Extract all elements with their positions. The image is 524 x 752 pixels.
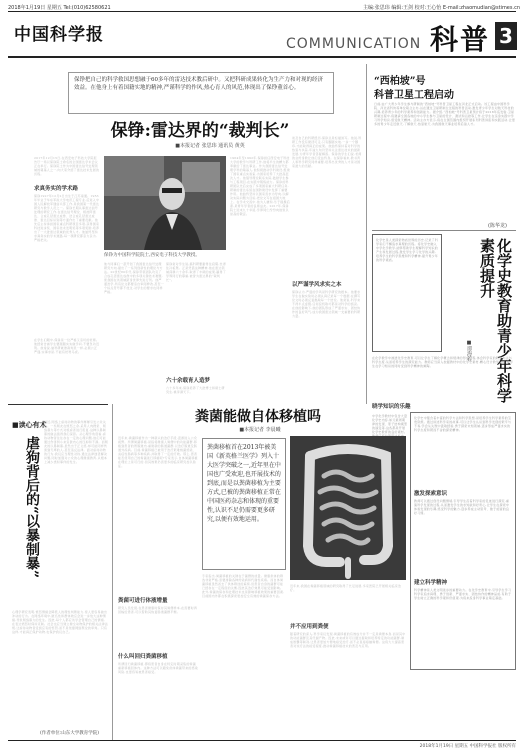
lead-quote-box	[68, 72, 334, 114]
sidebar-text: 粪菌移植首在2013年被美国《新英格兰医学》列入十大医学突破之一,近年里在中国也广受欢迎,也开展技术的到底,而是以粪菌移植为主要方式,已被的粪菌移植正常在中国医药杂志和体现的重要性,认识不足仍需要更多研究,以便有效地运用。	[207, 444, 281, 523]
second-article-byline: ■本报记者 李晨曦	[239, 427, 281, 433]
editors-line: 主编:张思玮 编辑:王剑 校对:王心怡 E-mail:zhaomudian@stimes.cn	[363, 5, 520, 11]
right-box-text: 教师可以通过创设问题情境,引导学生沿着科学家的足迹进行探究,重演科学发现的过程,从而激发学生的求知欲和好奇心,让学生在探索中体验发现的乐趣,感受科学的魅力,逐步养成主动思考、敢于质疑的良好习惯。	[414, 499, 510, 515]
news-title-line2: 科普卫星工程启动	[374, 90, 454, 101]
main-article-byline: ■本报记者 张思玮 通讯员 黄英	[175, 143, 245, 149]
news-byline: (陈华龙)	[488, 223, 507, 229]
right-subhead-1: 晓学知识的乐趣	[372, 404, 411, 410]
second-subhead-3: 并不应用到粪便	[290, 624, 329, 630]
body-text: 保铮认为,严谨的学风是科学研究的根本。他要求学生在做实验时必须认真记录每一个数据,在撰写论文时必须反复推敲每一个结论。他常说,科学来不得半点虚假,任何投机取巧都是对科学的亵渎。在他的影响下,他的团队形成了严谨求实、团结协作的良好风气,成为我国雷达领域一支重要的科研力量。	[292, 290, 361, 318]
box-subhead-2: 建立科学精神	[414, 580, 448, 586]
left-column-title: 虐狗背后的“以暴制暴”	[24, 436, 40, 579]
subhead-1: 求真务实的学术路	[34, 186, 79, 192]
main-article-title: 保铮:雷达界的“裁判长”	[110, 121, 290, 141]
section-title: 科普	[430, 23, 491, 56]
second-subhead-2: 什么叫回归粪菌移植	[118, 654, 168, 660]
left-body: 心理学研究表明,愤怒情绪会降低人的理性判断能力,使人更容易做出冲动的行为。在网络环境中,匿名性和群体效应会进一步放大这种情绪,导致网络暴力的发生。因此,每个人都应该学会管理自己的情绪,在表达愤怒时保持克制。社会也应当建立健全动物保护的相关法律法规,让虐待动物者受到应有的惩罚,而不是依靠网络舆论的审判。只有这样,才能真正保护动物,也保护我们自己。	[12, 610, 108, 634]
right-narrow-text: 中学化学教材中包含大量化学史内容,如元素周期律的发现、原子结构模型的演变等,这些都是开展化学史教育的良好素材。	[372, 414, 408, 434]
section-label: ■读心有术	[12, 421, 47, 429]
lead-quote: 保铮把自己的科学救国思想融于60多年的雷达技术教后研中。又把科研成果转化为生产力和对现的经济效益。在他身上有着国籍实地的精神,严谨科学的作风,热心育人的风范,体现出了保铮董首心。	[74, 77, 324, 91]
vertical-byline: ■谭海若	[466, 340, 472, 361]
portrait-figure-icon	[104, 156, 226, 250]
body-text: 保铮1927年12月2日出生于江苏南通。1953年毕业于华东军政大学电讯工程专业,后进入中国人民解放军通信兵部工作,是我国第一代雷达研究与教学人员之一。保铮长期从事雷达信号处理的研究工作,在雷达信号理论、相控阵雷达、合成孔径雷达成像、逆合成孔径雷达成像、雷达目标识别等方面作出了重要贡献。他先后主持承担国家重点科研项目多项,获得国家科技进步奖、国家技术发明奖等多项奖励,培养出了一大批雷达领域的优秀人才。他始终坚持求真务实的学术道路,每一项研究都亲力亲为,严格把关。	[34, 194, 100, 242]
right-body: 在化学教学中渗透化学史教育,可以让学生了解化学概念和规律的形成过程,体会科学家的研究方法与科学态度,从而培养学生的探究能力。教师应当深入挖掘教材中的化学史素材,精心设计教学活动,使学生在学习知识的同时受到科学精神的熏陶。	[372, 356, 514, 368]
right-box	[410, 412, 516, 670]
intestine-illustration	[290, 436, 406, 580]
right-box-text: 科学精神是人类文明进步的重要动力。在化学史教育中,引导学生学习科学家追求真理、勇于创新、严谨求实、团结协作的精神品质,有助于学生树立正确的科学观和价值观,为将来投身科学事业奠定基础。	[414, 588, 512, 600]
body-text: 保铮常对学生说,搞科研要耐得住寂寞,坐得住冷板凳。正是凭借这种精神,他在雷达领域深耕六十余年,取得了丰硕的成果,赢得了学界同行的尊重,被誉为雷达界的“裁判长”。	[166, 262, 226, 282]
body-text: 在学生们眼中,保铮是一位严格又亲切的老师。他经常告诫学生要踏踏实实做学问,不要急功近利。他常说,做科研就像裁判员一样,必须公正严谨,实事求是,不能有丝毫马虎。	[34, 338, 100, 354]
vertical-headline: 化学史教育助青少年科学素质提升	[478, 238, 513, 403]
quote-box	[372, 234, 442, 352]
date-line: 2018年1月19日 星期五 Tel:(010)62580621	[8, 5, 111, 11]
second-body: 专家指出,粪菌移植的关键在于菌群的质量。健康供体的筛选非常严格,需要排除各种传染病和代谢性疾病。而自体粪菌移植虽然省去了供体筛选的麻烦,但患者自身的菌群可能已经存在一定程度的失衡,因此其治疗效果可能受到影响。此外,粪菌的保存和处理技术也是影响移植效果的重要因素,目前国内外都在积极探索更加安全有效的粪菌保存方法。	[202, 574, 285, 598]
subhead-2: 以严谨学风求实之本	[292, 282, 342, 288]
subhead-closing: 六十余载育人造梦	[166, 378, 211, 384]
second-subhead-1: 粪菌可进行体液增量	[118, 598, 168, 604]
photo-caption: 保铮为中国科学院院士,西安电子科技大学教授。	[104, 253, 200, 258]
second-body: 研究人员发现,在患者健康时保存其粪便样本,在需要时再回输给患者,可以帮助其恢复肠道菌群平衡。	[118, 606, 198, 614]
footer-line: 2018年1月19日 星期五 中国科学报社 版权所有	[419, 744, 516, 749]
second-body: 近年来,粪菌移植作为一种新兴的治疗手段,逐渐进入公众视野。所谓粪菌移植,是指将健康人粪便中的功能菌群,移植到患者的胃肠道内,重建新的肠道菌群,以治疗肠道及肠道外疾病。目前,粪菌移植已被用于治疗艰难梭菌感染、炎症性肠病等多种疾病,并取得了一定的疗效。那么,患者能否使用自己的粪菌进行移植呢?专家表示,自体粪菌移植在理论上是可行的,但其效果仍需更多的临床研究加以验证。	[118, 436, 198, 468]
second-body: 所谓回归粪菌移植,即将患者自身在特定时期采集的粪菌重新移植回体内。这种方法可以避免供体粪菌带来的感染风险,也更容易被患者接受。	[118, 662, 198, 674]
portrait-photo	[104, 156, 226, 250]
box-subhead-1: 激发探索意识	[414, 491, 448, 497]
body-text: 谈及自己的科研经历,保铮总是轻描淡写。他说,科研工作没有捷径可走,只有脚踏实地,一步一个脚印,才能取得真正的成果。他始终保持着对科学的热爱与执着,年逾九旬仍坚持关注雷达技术的最新发展,为青年学者答疑解惑。保铮的学生们说,老师的言传身教让他们受益终身。在保铮看来,教书育人和科学研究同样重要,培养出优秀的人才是对国家最大的贡献。	[292, 136, 362, 168]
news-title-line1: “西柏坡”号	[374, 76, 426, 87]
newspaper-logo: 中国科学报	[14, 25, 104, 45]
left-footer-note: (作者单位:山东大学教育学院)	[40, 731, 100, 736]
body-text: 1964年至1992年,保铮担任西安电子科技大学的教学与科研工作,他将毕生的精力都奉献给了雷达事业。作为我国雷达信号处理学科的奠基人,他积极推动学科建设,组建了国家重点实验室,为国家培养了大批高层次人才。他倡导理论联系实际,鼓励学生参与工程项目,在实践中锻炼能力。保铮的科研团队先后完成了多项国家重大科研任务,研制的雷达系统在国防建设中发挥了重要作用。他始终坚持以国家需求为导向,以解决实际问题为目标,把论文写在祖国大地上。在学术交流中,他为人谦和,乐于提携后辈,是青年学者的良师益友。2017年,保铮院士迎来九十华诞,学界同仁纷纷向他致以崇高的敬意。	[230, 156, 290, 216]
right-box-text: 化学史中蕴含着丰富的科学方法和科学思想,是培养学生科学素养的宝贵资源。通过讲述科学家的故事,可以让学生认识到科学发现的艰辛与不易,学会从失败中汲取经验,勇于探索未知领域,逐步形成严谨求实的科学态度和锲而不舍的探索精神。	[414, 416, 512, 432]
quote-box-text: 化学史是人类探索物质世界的历史,记录了科学家们不懈追求真理的历程。将化学史融入中学化学教学,能够帮助学生理解科学知识的产生和发展过程,激发学生学习化学的兴趣,培养学生的科学思维和科学精神,提升青少年的科学素质。	[376, 238, 438, 262]
news-body: 日前,由广大青少年学生参与研制的“西柏坡”号科普卫星工程在河北正式启动。该工程由中国科学院、河北省科协等单位联合主办,旨在通过卫星研制全过程的科普活动,激发青少年学生对航天科技的兴趣,培养青少年的科学素养和创新能力。据介绍,“西柏坡”号科普卫星预计将于2018年底发射,卫星研制过程中,将邀请全国各地的中小学生参与卫星的设计、测试和运控等工作,让学生在亲身实践中学习科学知识,感受航天精神。活动主办方表示,将在全国范围内组织开展系列科普讲座和实践活动,让更多的青少年走近航天,了解航天,热爱航天,为我国航天事业培养后备人才。	[374, 102, 516, 126]
body-text: 他与同事们一起开创了我国雷达信号处理研究方向,提出了一系列创新性的理论与方法。20世纪80年代,保铮带领团队攻克了合成孔径雷达成像中的多项关键技术难题,使我国在该领域跻身世界先进行列。他严谨治学,所有论文都要亲自审阅修改,甚至一个标点符号都不放过,对学生的要求也同样严格。	[104, 262, 164, 294]
body-text: 六十多年来,保铮培养了大批博士和硕士研究生,桃李满天下。	[166, 386, 225, 394]
second-body: 近年来,我国在粪菌移植领域的研究取得了长足进展,多家医院已开展相关临床治疗。	[290, 584, 402, 592]
body-text: 2017年12月15日,在西安电子科技大学院报告厅一场以保铮院士命名的全国雷达学术会议正在举行。保铮院士作为中国雷达信号处理领域的奠基人之一,向大家介绍了雷达技术发展的历程。	[34, 156, 100, 176]
second-body: 随着研究的深入,科学家们发现,粪菌移植的有效成分并不一定是粪便本身,而是其中的功能菌群及其代谢产物。因此,未来或许可以通过提取和培养特定的功能菌群,制成胶囊等制剂,让患者更加方便地接受治疗,而不必直接接触粪便。这将大大提高患者对该疗法的接受程度,推动粪菌移植技术的普及与应用。	[290, 632, 406, 648]
page-number: 3	[495, 22, 517, 50]
sidebar-box	[202, 438, 286, 570]
intestine-icon	[290, 436, 406, 580]
left-body: 最近,网络上虐待动物的事件屡屡引发公众关注。一些网友在愤怒之余,采用人肉搜索、网络暴力等方式对施虐者进行报复,这种以暴制暴的做法值得我们深思。从心理学角度看,虐待动物者往往存在一定的心理问题,他们可能通过伤害弱小来宣泄内心的压抑和不满。而网友的以暴制暴,虽然出于正义感,却可能同样伤害到无辜的人,甚至违反法律。面对虐待动物的行为,我们应当理性对待,通过法律途径解决问题,同时加强对公众的心理健康教育,从根本上减少类似事件的发生。	[44, 420, 108, 464]
section-en: COMMUNICATION	[286, 36, 422, 52]
second-article-title: 粪菌能做自体移植吗	[195, 409, 321, 425]
